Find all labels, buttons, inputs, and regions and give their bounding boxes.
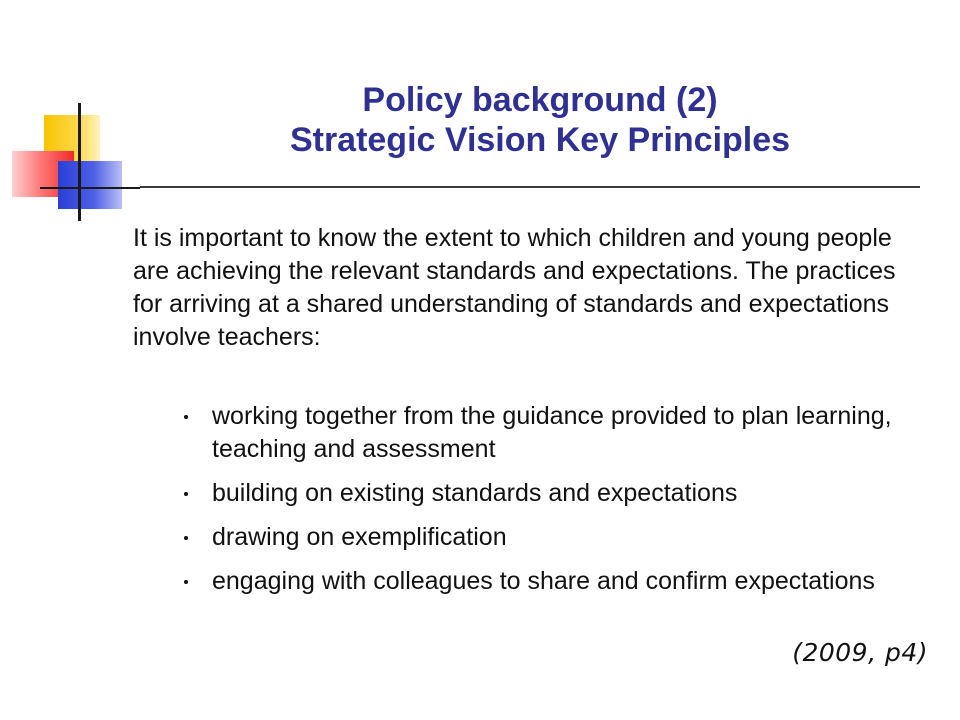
bullet-text: working together from the guidance provided to plan learning, teaching and assessment xyxy=(212,402,892,463)
corner-logo xyxy=(0,95,140,225)
bullet-icon xyxy=(184,580,188,584)
list-item xyxy=(182,400,912,466)
bullet-icon xyxy=(184,492,188,496)
logo-horizontal-line xyxy=(40,187,140,189)
title-divider xyxy=(140,186,920,188)
bullet-text: engaging with colleagues to share and confirm expectations xyxy=(212,567,875,595)
bullet-icon xyxy=(184,536,188,540)
bullet-list xyxy=(182,400,912,609)
bullet-icon xyxy=(184,415,188,419)
logo-vertical-line xyxy=(78,103,81,221)
bullet-text: building on existing standards and expectations xyxy=(212,479,738,507)
bullet-text: drawing on exemplification xyxy=(212,523,507,551)
list-item xyxy=(182,477,912,510)
list-item xyxy=(182,521,912,554)
logo-blue-square xyxy=(58,161,122,209)
intro-paragraph: It is important to know the extent to which children and young people are achieving the relevant standards and expectations. The practices for arriving at a shared understanding of standards and expectations involve teachers: xyxy=(133,224,896,351)
list-item xyxy=(182,565,912,598)
citation: (2009, p4) xyxy=(792,638,928,667)
title-line-2: Strategic Vision Key Principles xyxy=(289,121,791,159)
slide-title xyxy=(160,80,920,160)
title-line-1: Policy background (2) xyxy=(362,81,718,119)
